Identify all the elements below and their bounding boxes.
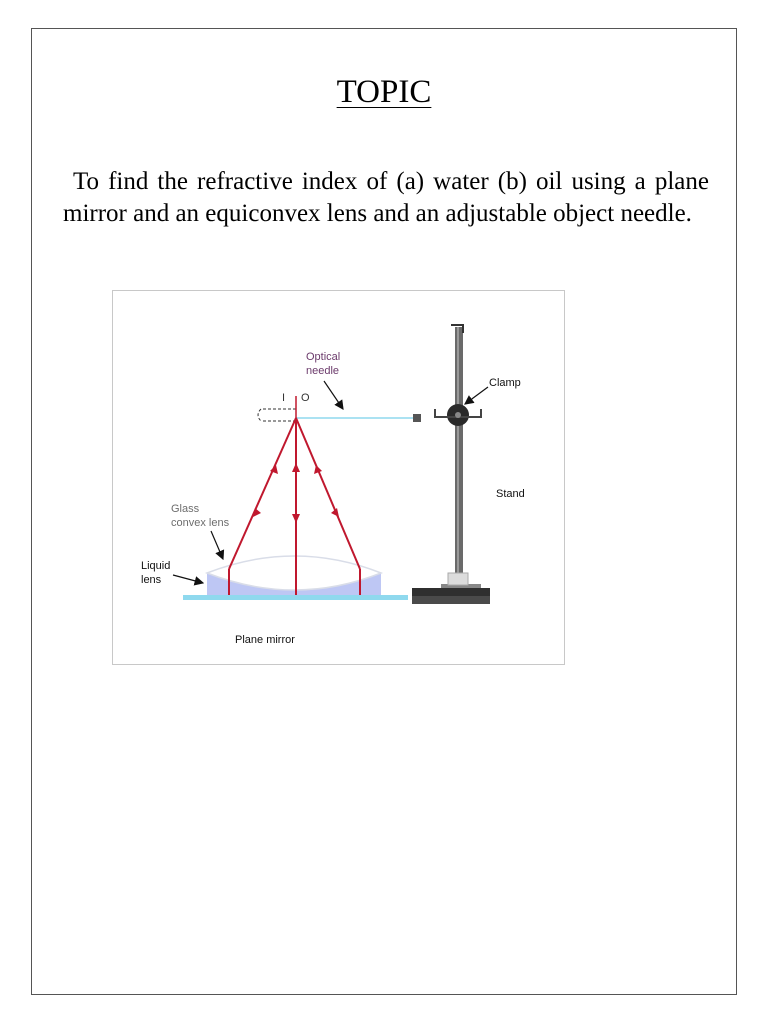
liquid-lens (207, 573, 381, 595)
label-image-i: I (282, 392, 286, 404)
needle-image-dotted (258, 409, 296, 421)
stand (412, 325, 490, 604)
label-optical: Optical (306, 351, 341, 363)
label-lens: lens (141, 574, 162, 586)
optical-needle-pointer (324, 381, 343, 409)
light-rays (229, 418, 360, 595)
plane-mirror (183, 595, 408, 600)
aim-paragraph: To find the refractive index of (a) water (b) oil using a plane mirror and an equiconvex lens and an adjustable object needle. (63, 168, 709, 227)
needle-holder (413, 414, 421, 422)
label-needle: needle (306, 365, 340, 377)
experiment-diagram (112, 290, 565, 665)
label-liquid: Liquid (141, 560, 171, 572)
label-convex-lens: convex lens (171, 517, 230, 529)
label-stand: Stand (496, 488, 525, 500)
label-object-o: O (301, 392, 310, 404)
label-plane-mirror: Plane mirror (235, 634, 295, 646)
glass-lens-pointer (211, 531, 223, 559)
liquid-lens-pointer (173, 575, 203, 583)
label-clamp: Clamp (489, 377, 521, 389)
clamp (435, 404, 481, 426)
label-glass: Glass (171, 503, 200, 515)
clamp-pointer (465, 387, 488, 404)
page-title: TOPIC (336, 74, 432, 110)
